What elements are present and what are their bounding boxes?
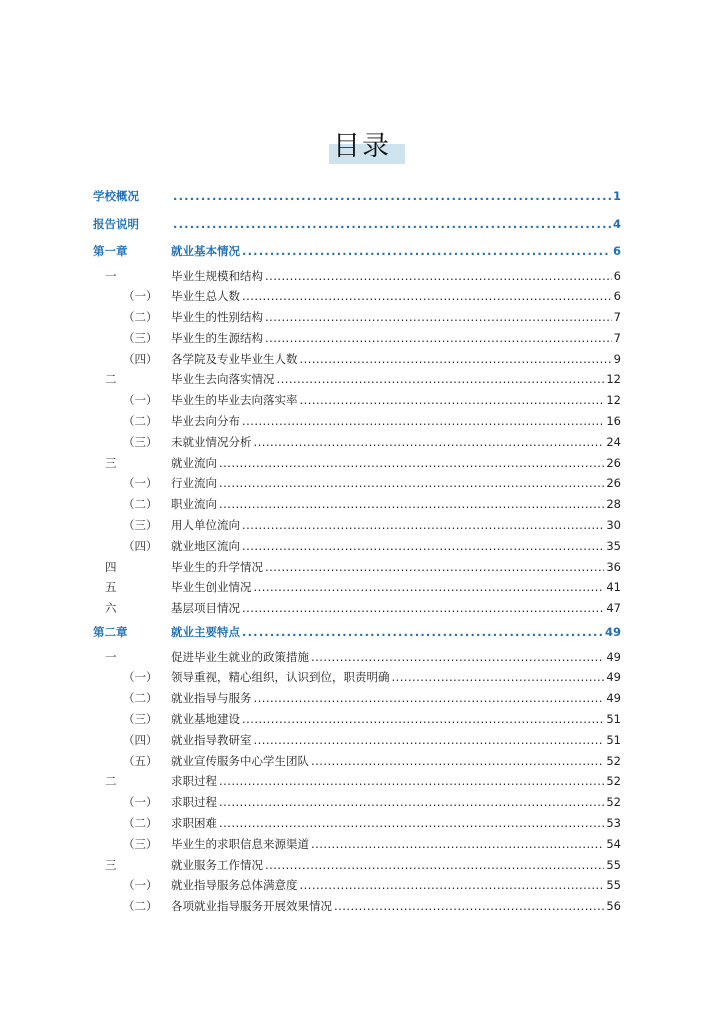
toc-subsection-entry[interactable] xyxy=(93,834,621,855)
dot-leader xyxy=(254,688,605,709)
toc-section-entry[interactable] xyxy=(93,557,621,578)
toc-page-number: 16 xyxy=(606,414,621,429)
toc-page-number: 35 xyxy=(606,538,621,553)
toc-entry-line xyxy=(171,730,621,751)
toc-subsection-entry[interactable] xyxy=(93,875,621,896)
toc-entry-number: 五 xyxy=(105,580,117,595)
toc-entry-label: 各项就业指导服务开展效果情况 xyxy=(171,899,332,914)
dot-leader xyxy=(300,349,612,370)
toc-subsection-entry[interactable] xyxy=(93,286,621,307)
toc-entry-number: （三） xyxy=(123,836,158,851)
toc-entry-line xyxy=(171,647,621,668)
toc-entry-number: 二 xyxy=(105,372,117,387)
toc-subsection-entry[interactable] xyxy=(93,307,621,328)
toc-entry-label: 毕业生的毕业去向落实率 xyxy=(171,393,298,408)
toc-entry-label: 促进毕业生就业的政策措施 xyxy=(171,649,309,664)
toc-page-number: 26 xyxy=(606,455,621,470)
dot-leader xyxy=(265,307,612,328)
dot-leader xyxy=(392,667,605,688)
toc-page-number: 36 xyxy=(606,559,621,574)
toc-subsection-entry[interactable] xyxy=(93,411,621,432)
toc-section-entry[interactable] xyxy=(93,855,621,876)
toc-entry-label: 领导重视，精心组织，认识到位，职责明确 xyxy=(171,670,390,685)
toc-entry-label: 毕业生创业情况 xyxy=(171,580,252,595)
dot-leader xyxy=(219,813,604,834)
toc-page-number: 49 xyxy=(604,625,621,640)
toc-entry-label: 就业流向 xyxy=(171,455,217,470)
toc-entry-label: 就业地区流向 xyxy=(171,538,240,553)
toc-entry-line xyxy=(171,411,621,432)
dot-leader xyxy=(242,619,603,647)
toc-entry-line xyxy=(171,183,621,211)
toc-page-number: 55 xyxy=(606,878,621,893)
dot-leader xyxy=(254,577,605,598)
toc-chapter-entry[interactable] xyxy=(93,211,621,239)
toc-section-entry[interactable] xyxy=(93,771,621,792)
toc-entry-label: 毕业生总人数 xyxy=(171,289,240,304)
toc-entry-line xyxy=(171,577,621,598)
toc-entry-number: （二） xyxy=(123,310,158,325)
toc-entry-number: （二） xyxy=(123,691,158,706)
toc-subsection-entry[interactable] xyxy=(93,473,621,494)
toc-entry-line xyxy=(171,328,621,349)
toc-entry-line xyxy=(171,515,621,536)
toc-entry-label: 毕业生的升学情况 xyxy=(171,559,263,574)
toc-page-number: 6 xyxy=(613,289,621,304)
toc-entry-number: （四） xyxy=(123,732,158,747)
toc-entry-line xyxy=(171,896,621,917)
toc-entry-line xyxy=(171,875,621,896)
toc-page-number: 49 xyxy=(606,670,621,685)
toc-page-number: 12 xyxy=(606,393,621,408)
toc-page-number: 53 xyxy=(606,815,621,830)
toc-entry-line xyxy=(171,369,621,390)
toc-page-number: 51 xyxy=(606,711,621,726)
toc-entry-label: 毕业生的生源结构 xyxy=(171,330,263,345)
toc-entry-number: 四 xyxy=(105,559,117,574)
toc-subsection-entry[interactable] xyxy=(93,515,621,536)
toc-entry-label: 行业流向 xyxy=(171,476,217,491)
toc-entry-line xyxy=(171,792,621,813)
table-of-contents xyxy=(93,183,621,917)
dot-leader xyxy=(300,875,605,896)
dot-leader xyxy=(219,473,604,494)
dot-leader xyxy=(265,855,604,876)
toc-entry-label: 就业基本情况 xyxy=(171,244,240,258)
toc-entry-label: 毕业生的性别结构 xyxy=(171,310,263,325)
toc-entry-line xyxy=(171,813,621,834)
toc-entry-line xyxy=(171,494,621,515)
toc-subsection-entry[interactable] xyxy=(93,667,621,688)
toc-entry-number: （一） xyxy=(123,393,158,408)
toc-page-number: 41 xyxy=(606,580,621,595)
toc-entry-line xyxy=(171,619,621,647)
toc-entry-number: 一 xyxy=(105,649,117,664)
toc-entry-number: （三） xyxy=(123,434,158,449)
toc-entry-label: 求职困难 xyxy=(171,815,217,830)
dot-leader xyxy=(219,494,604,515)
dot-leader xyxy=(173,211,611,239)
toc-page-number: 49 xyxy=(606,649,621,664)
toc-page-number: 4 xyxy=(612,216,621,231)
toc-subsection-entry[interactable] xyxy=(93,328,621,349)
toc-entry-number: （二） xyxy=(123,815,158,830)
toc-entry-number: （五） xyxy=(123,753,158,768)
toc-entry-label: 就业指导教研室 xyxy=(171,732,252,747)
toc-entry-line xyxy=(171,709,621,730)
dot-leader xyxy=(219,453,604,474)
toc-entry-label: 就业指导与服务 xyxy=(171,691,252,706)
dot-leader xyxy=(265,557,604,578)
toc-subsection-entry[interactable] xyxy=(93,751,621,772)
toc-entry-label: 各学院及专业毕业生人数 xyxy=(171,351,298,366)
toc-page-number: 52 xyxy=(606,774,621,789)
toc-page-number: 6 xyxy=(613,268,621,283)
toc-entry-label: 毕业去向分布 xyxy=(171,414,240,429)
toc-page-number: 30 xyxy=(606,518,621,533)
toc-page-number: 6 xyxy=(612,244,621,258)
dot-leader xyxy=(311,647,604,668)
toc-entry-number: （二） xyxy=(123,414,158,429)
toc-entry-number: （三） xyxy=(123,518,158,533)
toc-page-number: 1 xyxy=(612,189,621,203)
toc-entry-number: （四） xyxy=(123,538,158,553)
toc-entry-label: 毕业生去向落实情况 xyxy=(171,372,275,387)
dot-leader xyxy=(311,751,604,772)
dot-leader xyxy=(265,328,612,349)
toc-entry-label: 未就业情况分析 xyxy=(171,434,252,449)
toc-entry-number: （一） xyxy=(123,878,158,893)
toc-entry-label: 毕业生的求职信息来源渠道 xyxy=(171,836,309,851)
dot-leader xyxy=(242,238,611,266)
toc-entry-number: （三） xyxy=(123,330,158,345)
toc-subsection-entry[interactable] xyxy=(93,792,621,813)
toc-section-entry[interactable] xyxy=(93,647,621,668)
toc-entry-number: 三 xyxy=(105,857,117,872)
toc-entry-line xyxy=(171,238,621,266)
toc-chapter-entry[interactable] xyxy=(93,183,621,211)
toc-entry-line xyxy=(171,211,621,239)
toc-entry-label: 就业指导服务总体满意度 xyxy=(171,878,298,893)
toc-page-number: 52 xyxy=(606,795,621,810)
dot-leader xyxy=(173,183,611,211)
toc-entry-number: （一） xyxy=(123,795,158,810)
toc-title-block xyxy=(0,128,724,168)
toc-page-number: 7 xyxy=(613,330,621,345)
dot-leader xyxy=(265,266,612,287)
toc-section-entry[interactable] xyxy=(93,453,621,474)
toc-entry-label: 就业基地建设 xyxy=(171,711,240,726)
toc-chapter-entry[interactable] xyxy=(93,238,621,266)
toc-entry-label: 基层项目情况 xyxy=(171,601,240,616)
dot-leader xyxy=(242,536,604,557)
toc-section-entry[interactable] xyxy=(93,577,621,598)
toc-entry-line xyxy=(171,266,621,287)
toc-entry-line xyxy=(171,667,621,688)
toc-page-number: 55 xyxy=(606,857,621,872)
dot-leader xyxy=(300,390,605,411)
dot-leader xyxy=(242,411,604,432)
toc-entry-label: 求职过程 xyxy=(171,774,217,789)
toc-entry-label: 求职过程 xyxy=(171,795,217,810)
toc-entry-label: 职业流向 xyxy=(171,497,217,512)
toc-entry-label: 毕业生规模和结构 xyxy=(171,268,263,283)
toc-entry-number: 六 xyxy=(105,601,117,616)
toc-entry-line xyxy=(171,307,621,328)
toc-entry-number: （二） xyxy=(123,899,158,914)
toc-subsection-entry[interactable] xyxy=(93,896,621,917)
toc-subsection-entry[interactable] xyxy=(93,709,621,730)
dot-leader xyxy=(254,730,605,751)
dot-leader xyxy=(242,286,612,307)
toc-entry-line xyxy=(171,598,621,619)
toc-entry-line xyxy=(171,390,621,411)
dot-leader xyxy=(242,709,604,730)
toc-entry-line xyxy=(171,349,621,370)
toc-section-entry[interactable] xyxy=(93,369,621,390)
toc-page-number: 7 xyxy=(613,310,621,325)
toc-entry-line xyxy=(171,855,621,876)
toc-subsection-entry[interactable] xyxy=(93,349,621,370)
toc-entry-number: 第二章 xyxy=(93,625,128,640)
toc-entry-number: （一） xyxy=(123,476,158,491)
toc-entry-label: 用人单位流向 xyxy=(171,518,240,533)
toc-subsection-entry[interactable] xyxy=(93,536,621,557)
toc-entry-number: （三） xyxy=(123,711,158,726)
toc-entry-line xyxy=(171,834,621,855)
toc-entry-number: 三 xyxy=(105,455,117,470)
toc-entry-line xyxy=(171,751,621,772)
toc-entry-number: （二） xyxy=(123,497,158,512)
toc-entry-number: （一） xyxy=(123,289,158,304)
toc-page-number: 52 xyxy=(606,753,621,768)
page-title: 目录 xyxy=(333,131,391,162)
toc-entry-label: 就业宣传服务中心学生团队 xyxy=(171,753,309,768)
toc-page-number: 56 xyxy=(606,899,621,914)
toc-subsection-entry[interactable] xyxy=(93,688,621,709)
toc-page-number: 12 xyxy=(606,372,621,387)
toc-entry-line xyxy=(171,432,621,453)
toc-entry-line xyxy=(171,473,621,494)
toc-subsection-entry[interactable] xyxy=(93,730,621,751)
dot-leader xyxy=(242,515,604,536)
toc-entry-number: 一 xyxy=(105,268,117,283)
toc-entry-label: 就业服务工作情况 xyxy=(171,857,263,872)
toc-entry-number: 第一章 xyxy=(93,244,128,258)
toc-entry-number: 报告说明 xyxy=(93,216,139,231)
toc-section-entry[interactable] xyxy=(93,598,621,619)
dot-leader xyxy=(334,896,604,917)
toc-page-number: 26 xyxy=(606,476,621,491)
dot-leader xyxy=(242,598,604,619)
dot-leader xyxy=(219,771,604,792)
toc-entry-line xyxy=(171,771,621,792)
toc-subsection-entry[interactable] xyxy=(93,494,621,515)
toc-entry-number: （四） xyxy=(123,351,158,366)
toc-page-number: 47 xyxy=(606,601,621,616)
toc-page-number: 9 xyxy=(613,351,621,366)
toc-entry-line xyxy=(171,557,621,578)
toc-page-number: 28 xyxy=(606,497,621,512)
toc-subsection-entry[interactable] xyxy=(93,432,621,453)
toc-entry-line xyxy=(171,536,621,557)
toc-page-number: 54 xyxy=(606,836,621,851)
toc-subsection-entry[interactable] xyxy=(93,390,621,411)
toc-subsection-entry[interactable] xyxy=(93,813,621,834)
dot-leader xyxy=(277,369,605,390)
toc-entry-line xyxy=(171,688,621,709)
toc-entry-label: 就业主要特点 xyxy=(171,625,240,640)
toc-entry-number: （一） xyxy=(123,670,158,685)
dot-leader xyxy=(254,432,605,453)
toc-entry-line xyxy=(171,453,621,474)
toc-page-number: 49 xyxy=(606,691,621,706)
toc-page-number: 51 xyxy=(606,732,621,747)
toc-section-entry[interactable] xyxy=(93,266,621,287)
toc-chapter-entry[interactable] xyxy=(93,619,621,647)
toc-page-number: 24 xyxy=(606,434,621,449)
dot-leader xyxy=(219,792,604,813)
toc-entry-number: 二 xyxy=(105,774,117,789)
toc-entry-number: 学校概况 xyxy=(93,189,139,203)
dot-leader xyxy=(311,834,604,855)
toc-entry-line xyxy=(171,286,621,307)
